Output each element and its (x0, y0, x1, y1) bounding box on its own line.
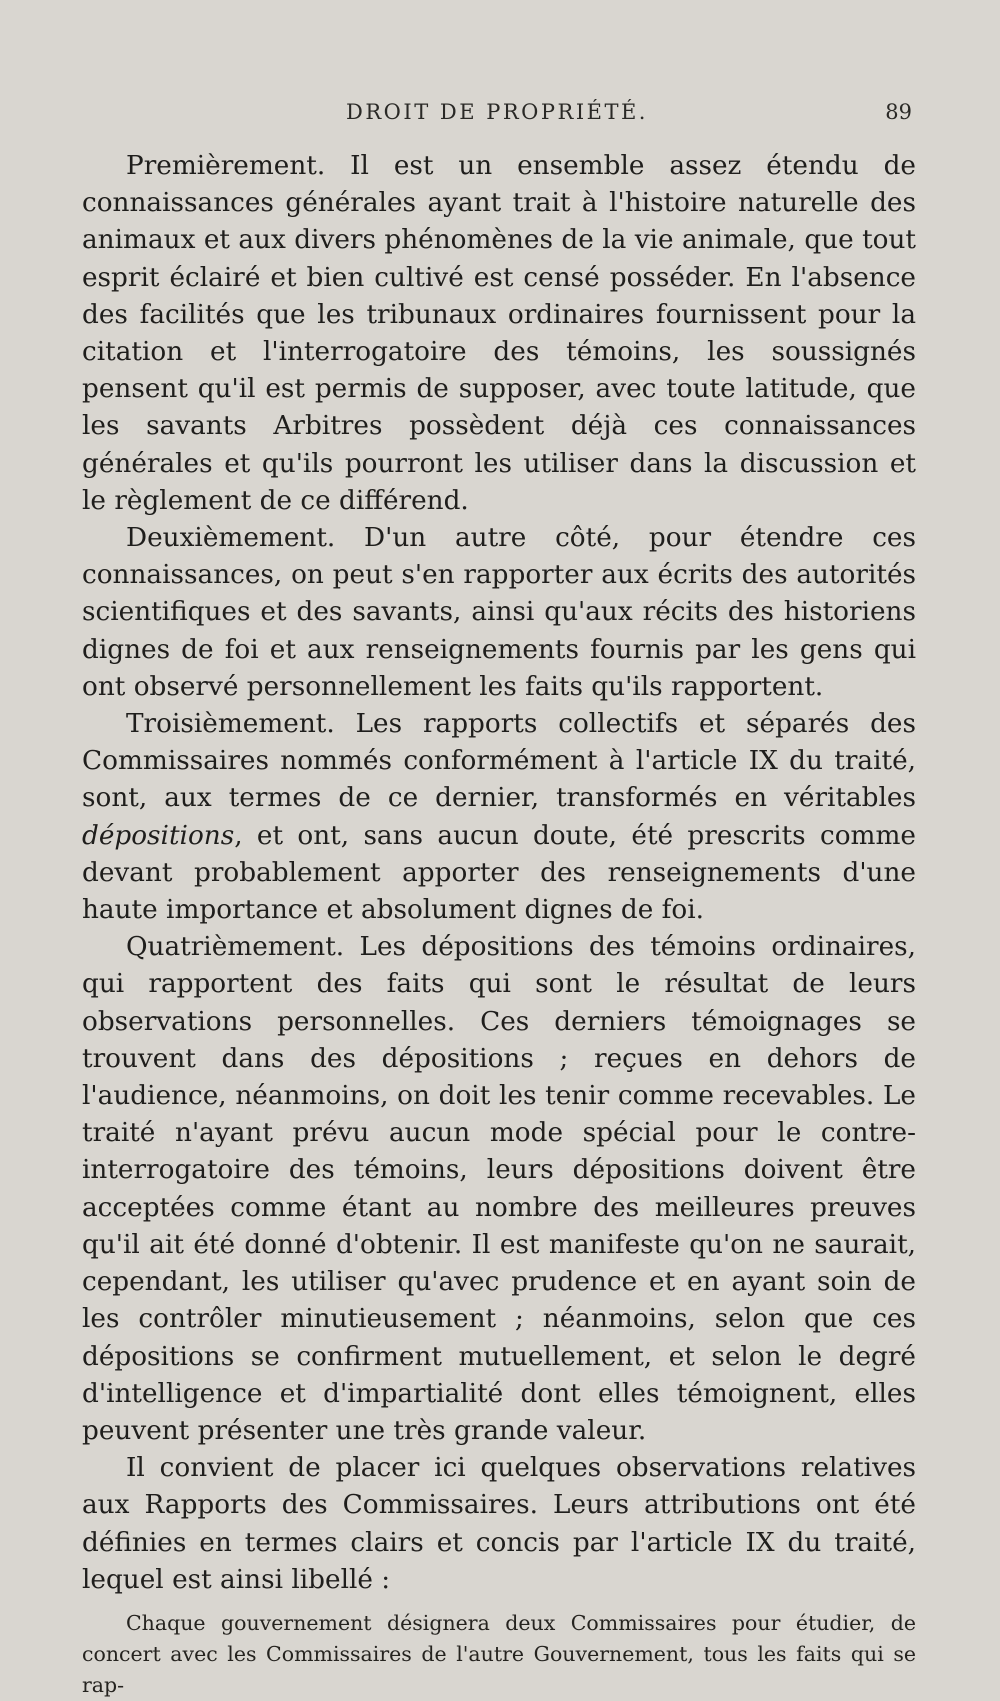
treaty-quote (82, 1608, 916, 1701)
paragraph-observations (82, 1450, 916, 1599)
paragraph-text: Premièrement. Il est un ensemble assez étendu de connaissances générales ayant trait à l'histoire naturelle des animaux et aux divers phénomènes de la vie animale, que tout esprit éclairé et bien cultivé est censé posséder. En l'absence des facilités que les tribunaux ordinaires fournissent pour la citation et l'interrogatoire des témoins, les soussignés pensent qu'il est permis de supposer, avec toute latitude, que les savants Arbitres possèdent déjà ces connaissances générales et qu'ils pourront les utiliser dans la discussion et le règlement de ce différend. (82, 151, 916, 516)
italic-term: dépositions (82, 820, 235, 851)
body-text (82, 148, 916, 1701)
running-head: DROIT DE PROPRIÉTÉ. (346, 100, 648, 124)
paragraph-text: Troisièmement. Les rapports collectifs et séparés des Commissaires nommés conformément à l'article IX du traité, sont, aux termes de ce dernier, transformés en véritables (82, 709, 916, 814)
paragraph-quatriemement (82, 929, 916, 1450)
paragraph-text: , et ont, sans aucun doute, été prescrits comme devant probablement apporter des renseignements d'une haute importance et absolument dignes de foi. (82, 820, 916, 926)
paragraph-premierement (82, 148, 916, 520)
page-number: 89 (885, 100, 912, 124)
paragraph-troisiemement (82, 706, 916, 929)
paragraph-text: Quatrièmement. Les dépositions des témoins ordinaires, qui rapportent des faits qui sont le résultat de leurs observations personnelles. Ces derniers témoignages se trouvent dans des dépositions ; reçues en dehors de l'audience, néanmoins, on doit les tenir comme recevables. Le traité n'ayant prévu aucun mode spécial pour le contre-interrogatoire des témoins, leurs dépositions doivent être acceptées comme étant au nombre des meilleures preuves qu'il ait été donné d'obtenir. Il est manifeste qu'on ne saurait, cependant, les utiliser qu'avec prudence et en ayant soin de les contrôler minutieusement ; néanmoins, selon que ces dépositions se confirment mutuellement, et selon le degré d'intelligence et d'impartialité dont elles témoignent, elles peuvent présenter une très grande valeur. (82, 932, 916, 1446)
quote-text: Chaque gouvernement désignera deux Commissaires pour étudier, de concert avec les Commissaires de l'autre Gouvernement, tous les faits qui se rap- (82, 1610, 916, 1697)
paragraph-deuxiemement (82, 520, 916, 706)
paragraph-text: Il convient de placer ici quelques observations relatives aux Rapports des Commissaires. Leurs attributions ont été définies en termes clairs et concis par l'article IX du traité, lequel est ainsi libellé : (82, 1453, 916, 1595)
paragraph-text: Deuxièmement. D'un autre côté, pour étendre ces connaissances, on peut s'en rapporter aux écrits des autorités scientifiques et des savants, ainsi qu'aux récits des historiens dignes de foi et aux renseignements fournis par les gens qui ont observé personnellement les faits qu'ils rapportent. (82, 523, 916, 702)
page-header (82, 100, 912, 140)
